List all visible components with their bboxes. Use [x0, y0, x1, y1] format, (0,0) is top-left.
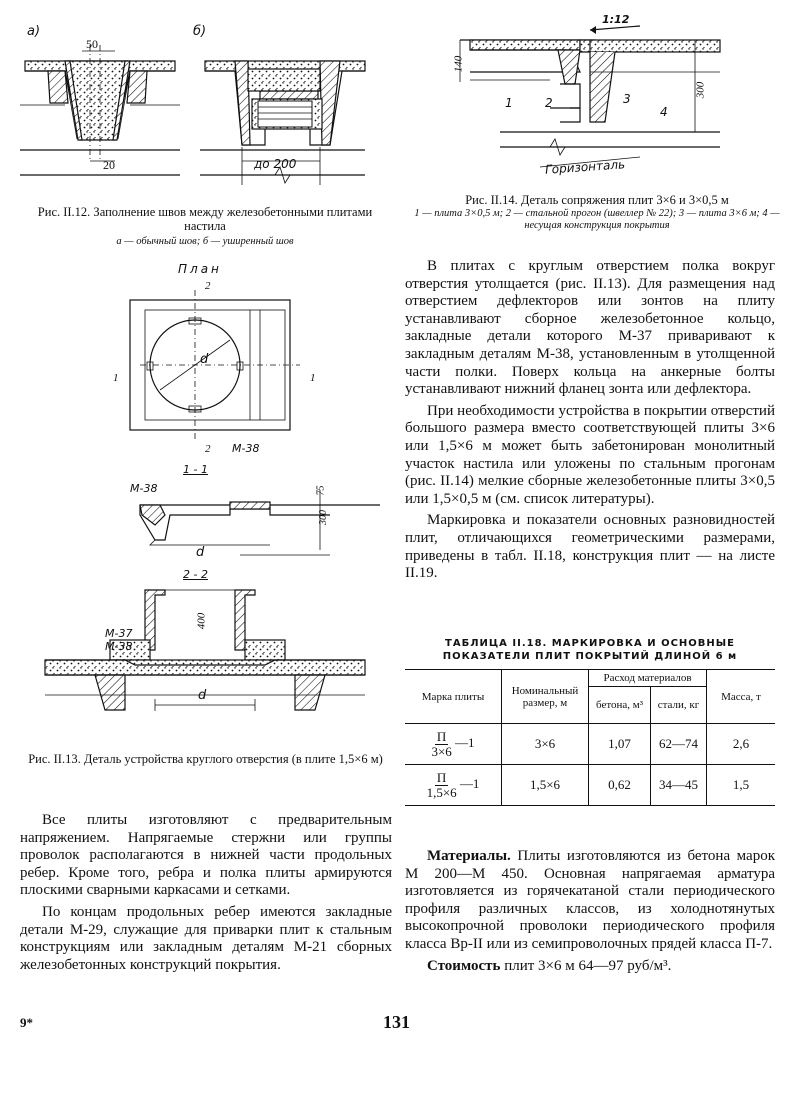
- materials-heading: Материалы.: [427, 848, 511, 864]
- th-size: Номинальный размер, м: [502, 670, 589, 724]
- fig12-drawing: [20, 35, 370, 195]
- th-mass: Масса, т: [707, 670, 776, 724]
- fig13-cut-mark-left: 1: [113, 372, 119, 384]
- fig13-m38-plan: М-38: [232, 442, 260, 455]
- right-paragraph: В плитах с круглым отверстием полка вокруг отверстия утолщается (рис. II.13). Для размещения над отверстием дефлекторов или зонтов на плиту устанавливают сборное железобетонное кольцо, закладные детали которого М-37 приваривают к закладным деталям М-38, установленным в утолщенной части полки. Поверх кольца на анкерные болты устанавливают нижний фланец зонта или дефлектора.: [405, 258, 775, 398]
- fig13-caption: Рис. II.13. Деталь устройства круглого отверстия (в плите 1,5×6 м): [28, 752, 383, 766]
- right-paragraph: Маркировка и показатели основных разновидностей плит, отличающихся геометрическими размерами, приведены в табл. II.18, конструкция плит — на листе II.19.: [405, 512, 775, 582]
- th-concrete: бетона, м³: [589, 687, 651, 724]
- cost-text: плит 3×6 м 64—97 руб/м³.: [504, 957, 672, 974]
- table-title-line1: ТАБЛИЦА II.18. МАРКИРОВКА И ОСНОВНЫЕ: [445, 638, 735, 649]
- fig13-dim-300: 300: [318, 510, 329, 525]
- right-column-text: [405, 258, 775, 583]
- fig14-num-3: 3: [623, 92, 631, 106]
- fig13-plan-title: План: [178, 262, 222, 276]
- fig13-m37-sec22: М-37: [105, 627, 133, 640]
- mark-suffix: —1: [455, 734, 475, 750]
- cell-steel: 34—45: [651, 765, 707, 806]
- fig12-caption: Рис. II.12. Заполнение швов между железобетонными плитами настила: [37, 205, 373, 233]
- table-title-line2: ПОКАЗАТЕЛИ ПЛИТ ПОКРЫТИЙ ДЛИНОЙ 6 м: [442, 651, 738, 662]
- fig13-d-sec11: d: [196, 545, 205, 560]
- cell-mark: [405, 724, 502, 765]
- footer-signature: 9*: [20, 1015, 33, 1030]
- table-grid: [405, 669, 775, 806]
- fig12-dim-20: 20: [103, 158, 115, 172]
- fig13-d-plan: d: [200, 352, 209, 367]
- cell-concrete: 1,07: [589, 724, 651, 765]
- fig13-section22-drawing: [35, 585, 365, 735]
- fig12-dim-50: 50: [86, 37, 98, 51]
- cell-concrete: 0,62: [589, 765, 651, 806]
- page-number: 131: [383, 1012, 410, 1032]
- fig13-dim-75: 75: [315, 485, 327, 496]
- fig12-dim-do200: до 200: [254, 157, 297, 171]
- fig14-num-4: 4: [660, 105, 668, 119]
- fig13-dim-400: 400: [195, 612, 208, 630]
- cell-steel: 62—74: [651, 724, 707, 765]
- th-consumption: Расход материалов: [589, 670, 707, 687]
- fig12-subcaption: а — обычный шов; б — уширенный шов: [116, 236, 294, 247]
- fig12-label-a: а): [27, 24, 41, 39]
- materials-text: Плиты изготовляются из бетона марок М 200—М 450. Основная напрягаемая арматура изготовляется из горячекатаной стали периодического профиля различных классов, из холоднотянутых высокопрочной проволоки периодического профиля класса Вр-II или из семипроволочных прядей класса П-7.: [405, 848, 776, 952]
- fig13-cut-mark-right: 1: [310, 372, 316, 384]
- fig14-dim-140: 140: [452, 55, 465, 73]
- mark-suffix: —1: [459, 775, 480, 791]
- mark-num: П: [436, 770, 447, 785]
- fig14-num-2: 2: [545, 96, 553, 110]
- fig14-dim-300: 300: [694, 81, 707, 99]
- left-paragraph: По концам продольных ребер имеются закладные детали М-29, служащие для приварки плит к стальным конструкциям или закладным деталям М-21 сборных железобетонных конструкций покрытия.: [20, 903, 392, 973]
- table-row: [405, 724, 775, 765]
- fig14-num-1: 1: [505, 96, 513, 110]
- fig12-label-b: б): [193, 24, 207, 39]
- fig14-subcaption: 1 — плита 3×0,5 м; 2 — стальной прогон (швеллер № 22); 3 — плита 3×6 м; 4 — несущая конструкция покрытия: [414, 208, 780, 231]
- fig14-caption: Рис. II.14. Деталь сопряжения плит 3×6 и 3×0,5 м: [465, 193, 729, 207]
- table-row: [405, 765, 775, 806]
- fig14-drawing: [440, 22, 740, 182]
- cell-size: 3×6: [502, 724, 589, 765]
- fig13-section-mark-bottom: 2: [205, 443, 211, 455]
- left-column-text: [20, 812, 392, 974]
- cell-mass: 2,6: [707, 724, 776, 765]
- fig13-m38-sec22: М-38: [105, 640, 133, 653]
- cell-size: 1,5×6: [502, 765, 589, 806]
- fig13-m38-sec11: М-38: [130, 482, 158, 495]
- th-mark: Марка плиты: [405, 670, 502, 724]
- cost-heading: Стоимость: [427, 957, 501, 974]
- mark-den: 1,5×6: [426, 785, 457, 800]
- fig14-slope: 1:12: [602, 13, 630, 26]
- mark-den: 3×6: [431, 744, 452, 759]
- materials-block: [405, 848, 775, 975]
- fig13-section-22-title: 2 - 2: [183, 568, 208, 581]
- cell-mass: 1,5: [707, 765, 776, 806]
- mark-num: П: [436, 729, 447, 744]
- cell-mark: [405, 765, 502, 806]
- left-paragraph: Все плиты изготовляют с предварительным напряжением. Напрягаемые стержни или группы проволок располагаются в нижней части продольных ребер. Кроме того, ребра и полка плиты армируются плоскими сварными каркасами и сетками.: [20, 812, 392, 899]
- table-ii18: [405, 637, 775, 806]
- fig13-section-11-title: 1 - 1: [183, 463, 208, 476]
- th-steel: стали, кг: [651, 687, 707, 724]
- fig13-section11-drawing: [130, 485, 360, 565]
- fig13-plan-drawing: [100, 280, 330, 460]
- fig14-horizon: Горизонталь: [544, 157, 626, 177]
- right-paragraph: При необходимости устройства в покрытии отверстий большого размера вместо соответствующей плиты 3×6 или 1,5×6 м может быть забетонирован монолитный участок настила или уложены по стальным прогонам (рис. II.14) мелкие сборные железобетонные плиты 3×0,5 или 1,5×0,5 м (см. список литературы).: [405, 402, 775, 507]
- fig13-d-sec22: d: [198, 688, 207, 703]
- fig13-section-mark-top: 2: [205, 280, 211, 292]
